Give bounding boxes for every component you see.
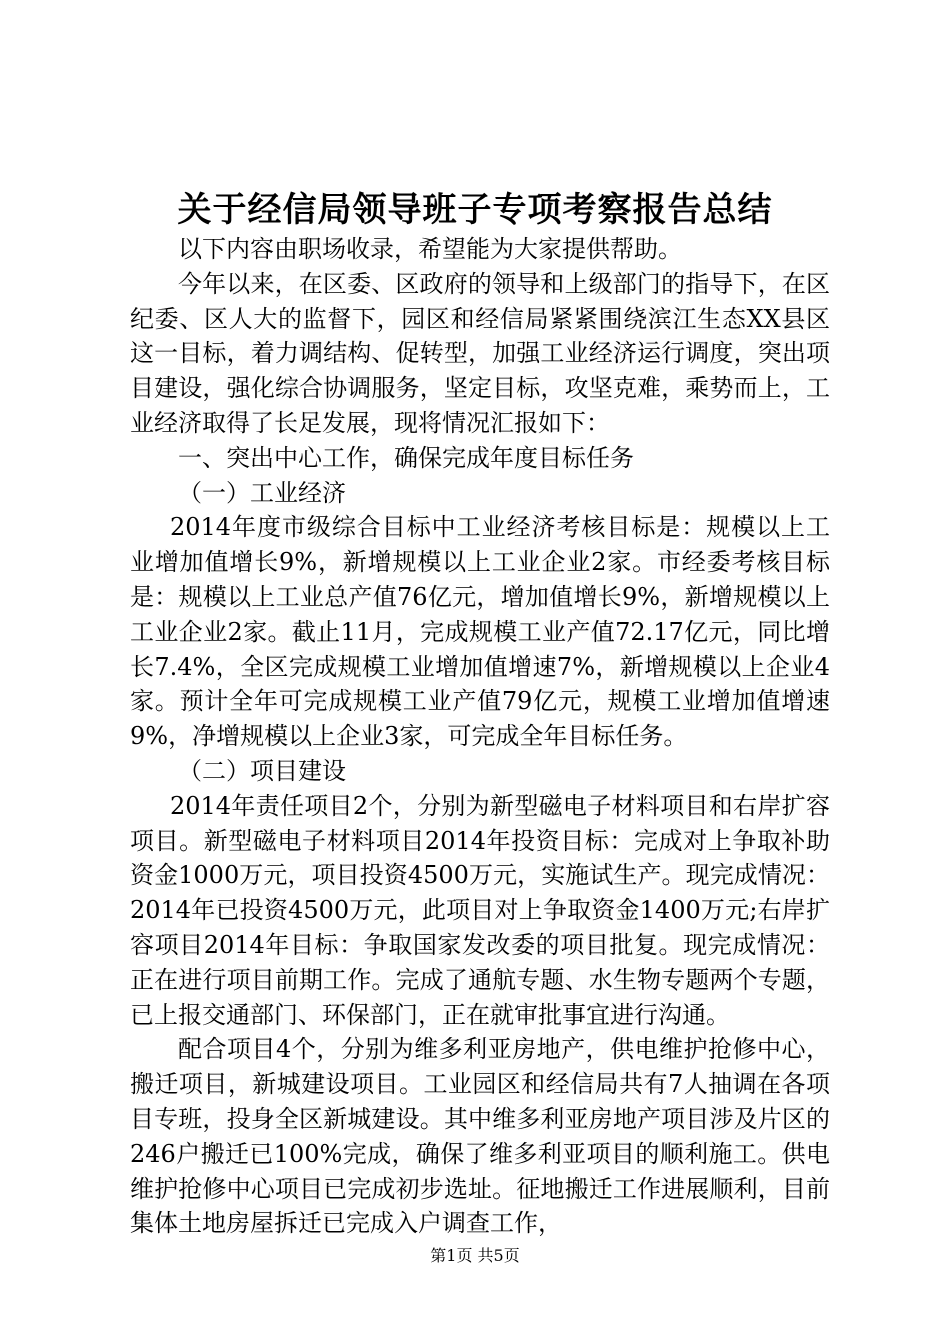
paragraph-industry: 2014年度市级综合目标中工业经济考核目标是：规模以上工业增加值增长9%，新增规模以上工业企业2家。市经委考核目标是：规模以上工业总产值76亿元，增加值增长9%，新增规模以上工业企业2家。截止11月，完成规模工业产值72.17亿元，同比增长7.4%，全区完成规模工业增加值增速7%，新增规模以上企业4家。预计全年可完成规模工业产值79亿元，规模工业增加值增速9%，净增规模以上企业3家，可完成全年目标任务。 <box>130 513 830 751</box>
document-title: 关于经信局领导班子专项考察报告总结 <box>177 190 773 230</box>
subsection-heading-industry: （一）工业经济 <box>178 478 346 507</box>
page-number: 第1页 共5页 <box>430 1246 520 1265</box>
paragraph-support-projects: 配合项目4个，分别为维多利亚房地产，供电维护抢修中心，搬迁项目，新城建设项目。工业园区和经信局共有7人抽调在各项目专班，投身全区新城建设。其中维多利亚房地产项目涉及片区的246户搬迁已100%完成，确保了维多利亚项目的顺利施工。供电维护抢修中心项目已完成初步选址。征地搬迁工作进展顺利，目前集体土地房屋拆迁已完成入户调查工作， <box>130 1035 830 1238</box>
document-body <box>130 232 830 1241</box>
paragraph-projects: 2014年责任项目2个，分别为新型磁电子材料项目和右岸扩容项目。新型磁电子材料项目2014年投资目标：完成对上争取补助资金1000万元，项目投资4500万元，实施试生产。现完成情况：2014年已投资4500万元，此项目对上争取资金1400万元;右岸扩容项目2014年目标：争取国家发改委的项目批复。现完成情况：正在进行项目前期工作。完成了通航专题、水生物专题两个专题，已上报交通部门、环保部门，正在就审批事宜进行沟通。 <box>130 791 830 1029</box>
paragraph-overview: 今年以来，在区委、区政府的领导和上级部门的指导下，在区纪委、区人大的监督下，园区和经信局紧紧围绕滨江生态XX县区这一目标，着力调结构、促转型，加强工业经济运行调度，突出项目建设，强化综合协调服务，坚定目标，攻坚克难，乘势而上，工业经济取得了长足发展，现将情况汇报如下： <box>130 269 830 437</box>
paragraph-intro: 以下内容由职场收录，希望能为大家提供帮助。 <box>178 235 682 263</box>
subsection-heading-projects: （二）项目建设 <box>178 756 346 785</box>
section-heading-1: 一、突出中心工作，确保完成年度目标任务 <box>178 443 634 472</box>
